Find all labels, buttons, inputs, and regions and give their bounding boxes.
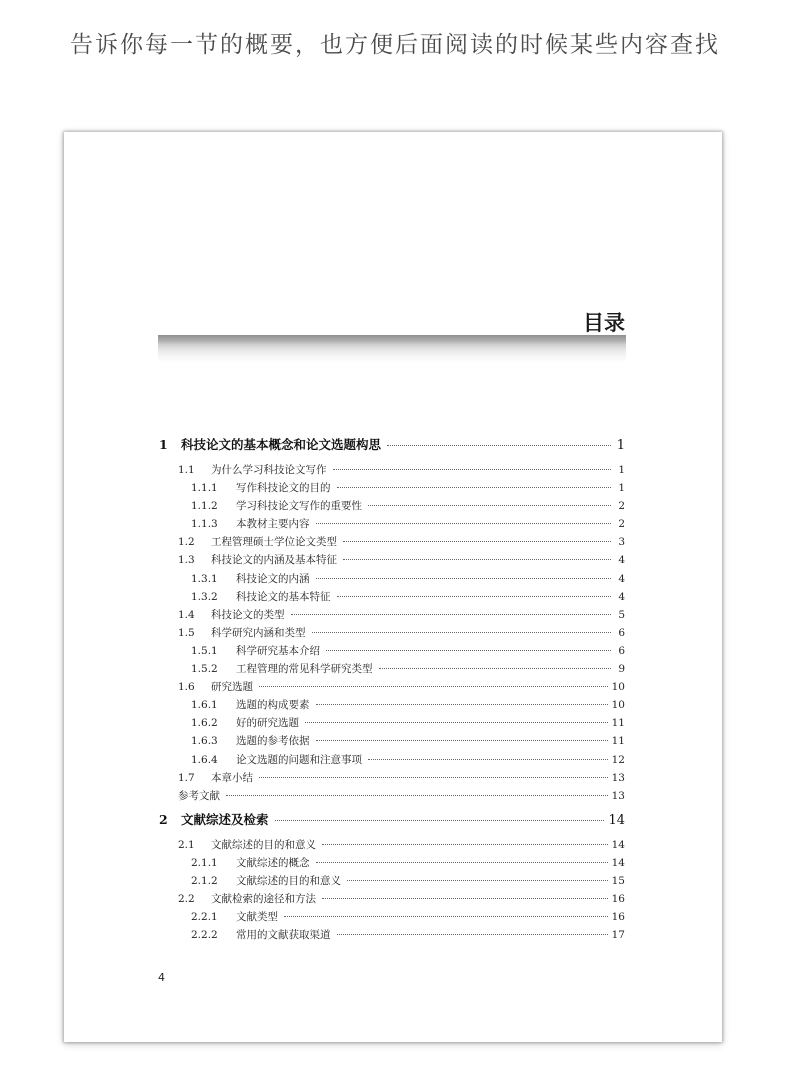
- toc-entry-number: 1.6.3: [191, 735, 218, 748]
- toc-entry-title: 科技论文的基本特征: [236, 590, 331, 603]
- toc-entry-title: 工程管理硕士学位论文类型: [211, 536, 337, 549]
- toc-entry-title: 科技论文的内涵及基本特征: [211, 554, 337, 567]
- page-number: 4: [158, 971, 165, 984]
- dot-leader: [368, 759, 608, 760]
- toc-entry[interactable]: [159, 855, 625, 873]
- toc-entry-title: 研究选题: [211, 681, 253, 694]
- toc-entry-number: 1.5.1: [191, 644, 218, 657]
- toc-entry-title: 工程管理的常见科学研究类型: [236, 663, 373, 676]
- toc-entry-number: 1.6.1: [191, 699, 218, 712]
- table-of-contents: [159, 435, 625, 945]
- toc-entry[interactable]: [159, 909, 625, 927]
- toc-entry-title: 学习科技论文写作的重要性: [236, 500, 362, 513]
- toc-entry[interactable]: [159, 571, 625, 589]
- toc-entry-page: 10: [611, 681, 625, 694]
- toc-entry[interactable]: [159, 480, 625, 498]
- toc-entry-number: 1.1.1: [191, 482, 218, 495]
- dot-leader: [259, 686, 608, 687]
- title-gradient-bar: [158, 335, 626, 363]
- toc-entry-number: 2.2: [178, 893, 195, 906]
- toc-entry[interactable]: [159, 661, 625, 679]
- toc-entry-number: 1.3.2: [191, 590, 218, 603]
- book-page: [64, 132, 722, 1042]
- toc-entry-number: 2.2.2: [191, 929, 218, 942]
- toc-chapter-entry[interactable]: [159, 810, 625, 832]
- toc-entry-page: 1: [618, 482, 625, 495]
- dot-leader: [305, 722, 608, 723]
- toc-entry-page: 1: [618, 464, 625, 476]
- toc-entry[interactable]: [159, 770, 625, 788]
- dot-leader: [275, 820, 605, 821]
- toc-entry-number: 1.1.2: [191, 500, 218, 513]
- toc-entry-title: 科技论文的内涵: [236, 572, 310, 585]
- toc-entry-title: 选题的参考依据: [236, 735, 310, 748]
- toc-entry-number: 1.6: [178, 681, 195, 694]
- toc-entry-title: 科学研究内涵和类型: [211, 626, 306, 639]
- toc-entry-page: 11: [611, 735, 625, 748]
- toc-entry[interactable]: [159, 891, 625, 909]
- toc-entry-page: 2: [618, 518, 625, 531]
- toc-entry-page: 4: [618, 572, 625, 585]
- dot-leader: [333, 469, 612, 470]
- toc-entry-title: 科技论文的类型: [211, 608, 285, 621]
- toc-entry-title: 选题的构成要素: [236, 699, 310, 712]
- dot-leader: [226, 795, 608, 796]
- toc-entry-page: 10: [611, 699, 625, 712]
- toc-entry-number: 1.6.2: [191, 717, 218, 730]
- caption-text: 告诉你每一节的概要，也方便后面阅读的时候某些内容查找: [70, 32, 720, 58]
- toc-entry-number: 1.3: [178, 554, 195, 567]
- toc-entry-number: 1.7: [178, 771, 195, 784]
- toc-entry[interactable]: [159, 643, 625, 661]
- toc-entry[interactable]: [159, 927, 625, 945]
- toc-entry[interactable]: [159, 607, 625, 625]
- toc-entry[interactable]: [159, 873, 625, 891]
- toc-entry[interactable]: [159, 498, 625, 516]
- toc-entry-number: 2.1: [178, 838, 195, 851]
- toc-entry-number: 2.2.1: [191, 911, 218, 924]
- toc-entry-page: 9: [618, 663, 625, 676]
- dot-leader: [337, 596, 612, 597]
- toc-entry[interactable]: [159, 679, 625, 697]
- dot-leader: [326, 650, 611, 651]
- dot-leader: [316, 740, 608, 741]
- dot-leader: [343, 559, 611, 560]
- dot-leader: [347, 880, 608, 881]
- toc-entry-number: 2.1.2: [191, 874, 218, 887]
- toc-entry-page: 16: [611, 911, 625, 924]
- toc-entry-page: 14: [608, 812, 625, 828]
- toc-entry-page: 3: [618, 536, 625, 549]
- toc-entry-title: 科技论文的基本概念和论文选题构思: [181, 437, 382, 452]
- toc-entry[interactable]: [159, 516, 625, 534]
- toc-entry[interactable]: [159, 733, 625, 751]
- toc-entry-page: 11: [611, 717, 625, 730]
- toc-entry-title: 文献综述的目的和意义: [236, 874, 341, 887]
- toc-entry-page: 13: [611, 789, 625, 802]
- toc-entry-number: 1.2: [178, 536, 195, 549]
- dot-leader: [316, 578, 612, 579]
- toc-entry-number: 1.1.3: [191, 518, 218, 531]
- toc-entry-page: 2: [618, 500, 625, 513]
- toc-entry-page: 14: [611, 856, 625, 869]
- toc-entry-page: 12: [611, 753, 625, 766]
- toc-entry[interactable]: [159, 837, 625, 855]
- toc-entry[interactable]: [159, 697, 625, 715]
- toc-entry-number: 1.6.4: [191, 753, 218, 766]
- toc-entry-title: 文献综述的目的和意义: [211, 838, 316, 851]
- toc-entry[interactable]: [159, 788, 625, 806]
- dot-leader: [316, 862, 608, 863]
- toc-entry[interactable]: [159, 462, 625, 480]
- toc-entry-number: 1.3.1: [191, 572, 218, 585]
- toc-entry-number: 2.1.1: [191, 856, 218, 869]
- dot-leader: [312, 632, 612, 633]
- toc-entry[interactable]: [159, 534, 625, 552]
- dot-leader: [322, 898, 608, 899]
- toc-entry-title: 本章小结: [211, 771, 253, 784]
- toc-entry-title: 为什么学习科技论文写作: [211, 464, 327, 476]
- toc-entry[interactable]: [159, 752, 625, 770]
- toc-entry-title: 科学研究基本介绍: [236, 644, 320, 657]
- toc-entry-page: 6: [618, 626, 625, 639]
- toc-entry-title: 本教材主要内容: [236, 518, 310, 531]
- toc-entry-title: 文献综述的概念: [236, 856, 310, 869]
- toc-chapter-entry[interactable]: [159, 435, 625, 457]
- toc-entry-page: 1: [616, 438, 625, 453]
- toc-entry-number: 2: [159, 811, 168, 827]
- dot-leader: [337, 934, 608, 935]
- dot-leader: [316, 704, 608, 705]
- toc-entry-page: 17: [611, 929, 625, 942]
- toc-entry-page: 16: [611, 893, 625, 906]
- toc-entry-number: 1.1: [178, 464, 195, 476]
- dot-leader: [368, 505, 611, 506]
- dot-leader: [291, 614, 612, 615]
- toc-entry-title: 好的研究选题: [236, 717, 299, 730]
- dot-leader: [259, 777, 608, 778]
- toc-entry-page: 15: [611, 874, 625, 887]
- dot-leader: [379, 668, 612, 669]
- dot-leader: [337, 487, 612, 488]
- toc-entry-page: 5: [618, 608, 625, 621]
- toc-entry-title: 参考文献: [178, 789, 220, 802]
- toc-entry-title: 常用的文献获取渠道: [236, 929, 331, 942]
- dot-leader: [387, 445, 611, 446]
- toc-title: 目录: [583, 311, 625, 335]
- toc-entry-title: 论文选题的问题和注意事项: [236, 753, 362, 766]
- toc-entry-page: 14: [611, 838, 625, 851]
- toc-entry-page: 6: [618, 644, 625, 657]
- toc-entry-number: 1.5: [178, 626, 195, 639]
- toc-entry-title: 文献检索的途径和方法: [211, 893, 316, 906]
- dot-leader: [284, 916, 608, 917]
- toc-entry-number: 1.5.2: [191, 663, 218, 676]
- toc-entry-title: 文献类型: [236, 911, 278, 924]
- toc-entry-title: 写作科技论文的目的: [236, 482, 331, 495]
- toc-entry-page: 13: [611, 771, 625, 784]
- dot-leader: [316, 523, 612, 524]
- toc-entry-page: 4: [618, 590, 625, 603]
- toc-entry-number: 1.4: [178, 608, 195, 621]
- toc-entry[interactable]: [159, 589, 625, 607]
- toc-entry[interactable]: [159, 625, 625, 643]
- toc-entry[interactable]: [159, 552, 625, 570]
- toc-entry-number: 1: [159, 437, 168, 452]
- dot-leader: [322, 844, 608, 845]
- toc-entry[interactable]: [159, 715, 625, 733]
- toc-entry-page: 4: [618, 554, 625, 567]
- toc-entry-title: 文献综述及检索: [181, 811, 269, 827]
- dot-leader: [343, 541, 611, 542]
